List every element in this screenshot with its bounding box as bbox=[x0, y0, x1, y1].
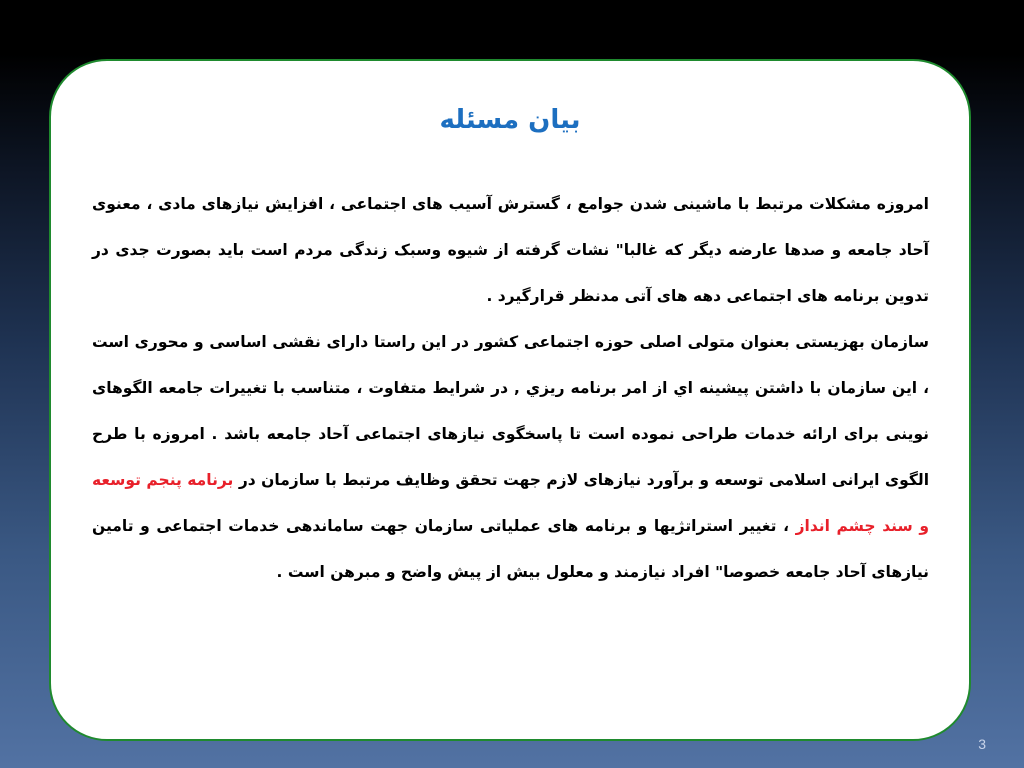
paragraph-problem-context: امروزه مشکلات مرتبط با ماشینی شدن جوامع ، گسترش آسیب های اجتماعی ، افزایش نیازهای مادی ، معنوی آحاد جامعه و صدها عارضه دیگر که غالبا" نشات گرفته از شیوه وسبک زندگی مردم است باید بصورت جدی در تدوین برنامه های اجتماعی دهه های آتی مدنظر قرارگیرد . bbox=[92, 195, 929, 305]
slide-title: بیان مسئله bbox=[439, 105, 581, 135]
paragraph-organization-role bbox=[92, 319, 929, 595]
slide-body-text bbox=[92, 181, 929, 595]
paragraph-text-part-1: سازمان بهزیستی بعنوان متولی اصلی حوزه اجتماعی کشور در این راستا دارای نقشی اساسی و محوری است ، این سازمان با داشتن پیشینه اي از امر برنامه ريزي , در شرایط متفاوت ، متناسب با تغییرات جامعه الگوهای نوینی برای ارائه خدمات طراحی نموده است تا پاسخگوی نیازهای اجتماعی آحاد جامعه باشد . امروزه با طرح الگوی ایرانی اسلامی توسعه و برآورد نیازهای لازم جهت تحقق وظایف مرتبط با سازمان در bbox=[92, 333, 930, 489]
paragraph-text-part-2: ، تغییر استراتژیها و برنامه های عملیاتی سازمان جهت ساماندهی خدمات اجتماعی و تامین نیازهای آحاد جامعه خصوصا" افراد نیازمند و معلول بیش از پیش واضح و مبرهن است . bbox=[92, 517, 929, 581]
slide-page-number: 3 bbox=[978, 736, 986, 752]
highlighted-plan-reference: برنامه پنجم توسعه و سند چشم انداز bbox=[92, 471, 929, 535]
slide-content-card bbox=[49, 59, 971, 741]
